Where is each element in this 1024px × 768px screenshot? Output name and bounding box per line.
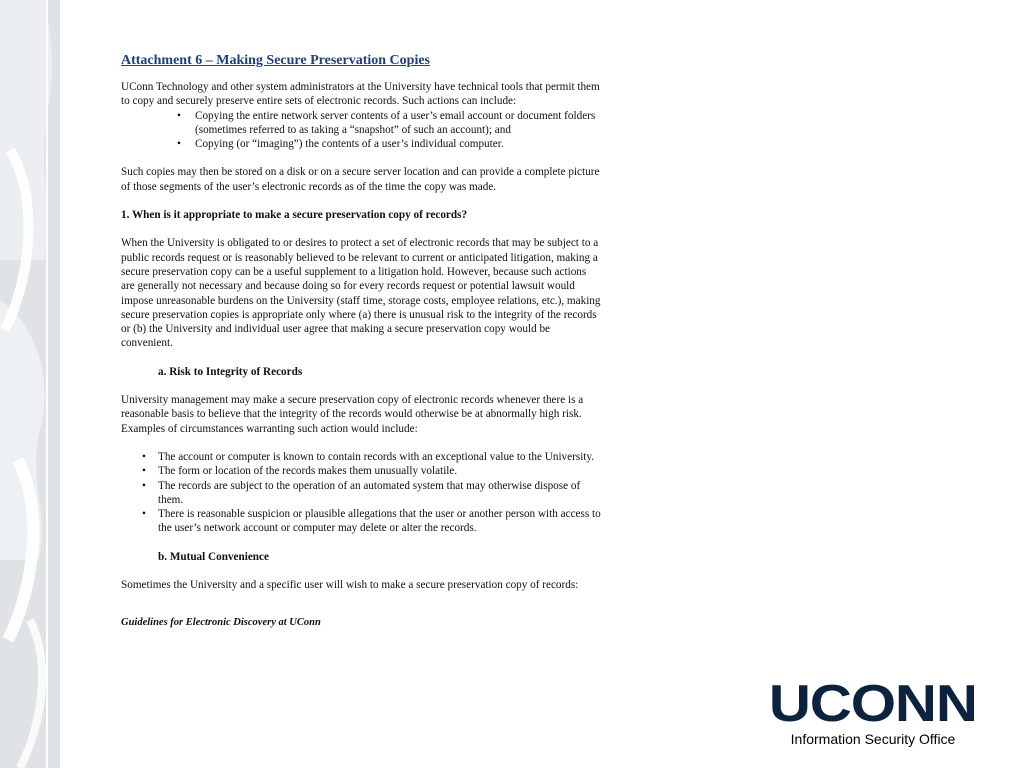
logo-subtitle: Information Security Office	[790, 731, 956, 747]
body-paragraph: When the University is obligated to or desires to protect a set of electronic records that may be subject to a public records request or is reasonably believed to be relevant to current or anticipated litigation, making a secure preservation copy can be a useful supplement to a litigation hold. However, because such actions are generally not necessary and because doing so for every records request or potential lawsuit would impose unreasonable burdens on the University (staff time, storage costs, employee relations, etc.), making secure preservation copies is appropriate only where (a) there is unusual risk to the integrity of the records or (b) the University and individual user agree that making a secure preservation copy would be convenient.	[121, 237, 601, 350]
list-item: • Copying (or “imaging”) the contents of a user’s individual computer.	[177, 138, 504, 151]
list-item: • There is reasonable suspicion or plausible allegations that the user or another person with access to the user’s network account or computer may delete or alter the records.	[142, 508, 601, 535]
uconn-logo	[769, 675, 977, 747]
subsection-heading: b. Mutual Convenience	[158, 550, 269, 563]
bullet-icon: •	[177, 109, 181, 122]
bullet-icon: •	[177, 138, 181, 151]
document-footer: Guidelines for Electronic Discovery at UConn	[121, 617, 321, 629]
list-item: • The records are subject to the operation of an automated system that may otherwise dispose of them.	[142, 479, 581, 506]
body-paragraph: Sometimes the University and a specific user will wish to make a secure preservation copy of records:	[121, 579, 579, 592]
body-paragraph: Such copies may then be stored on a disk or on a secure server location and can provide a complete picture of those segments of the user’s electronic records as of the time the copy was made.	[121, 166, 600, 193]
list-item: • The form or location of the records makes them unusually volatile.	[142, 465, 458, 478]
risk-bullet-list	[121, 450, 601, 536]
body-paragraph: University management may make a secure preservation copy of electronic records whenever there is a reasonable basis to believe that the integrity of the records would otherwise be at abnormally high risk. Examples of circumstances warranting such action would include:	[121, 394, 584, 435]
intro-paragraph: UConn Technology and other system administrators at the University have technical tools that permit them to copy and securely preserve entire sets of electronic records. Such actions can include:	[121, 81, 600, 108]
document-page	[121, 52, 601, 631]
document-title: Attachment 6 – Making Secure Preservation Copies	[121, 53, 430, 68]
bullet-icon: •	[142, 465, 146, 478]
list-item: • The account or computer is known to contain records with an exceptional value to the University.	[142, 450, 595, 463]
logo-wordmark: UCONN	[769, 675, 977, 733]
section-heading: 1. When is it appropriate to make a secure preservation copy of records?	[121, 209, 468, 222]
bullet-icon: •	[142, 450, 146, 463]
background-decoration	[0, 0, 60, 768]
bullet-icon: •	[142, 508, 146, 521]
bullet-icon: •	[142, 479, 146, 492]
subsection-heading: a. Risk to Integrity of Records	[158, 365, 303, 378]
list-item: • Copying the entire network server contents of a user’s email account or document folders (sometimes referred to as taking a “snapshot” of such an account); and	[177, 109, 596, 136]
intro-bullet-list	[121, 109, 601, 152]
